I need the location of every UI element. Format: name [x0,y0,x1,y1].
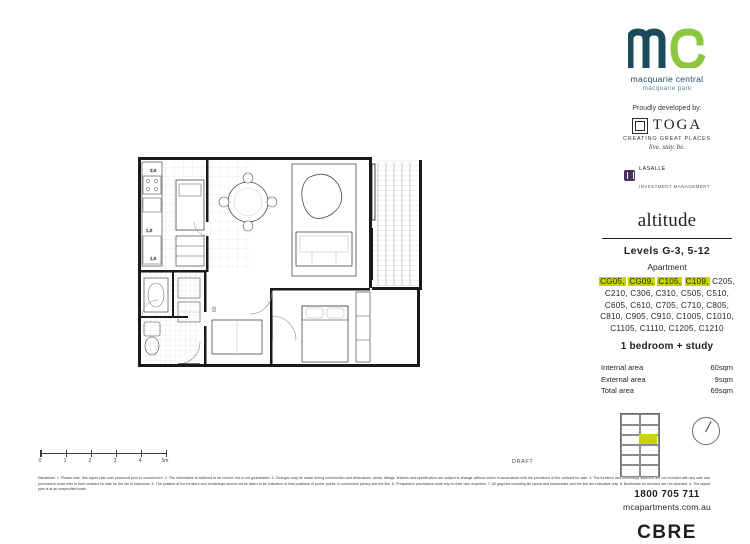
apartment-number: C105, [658,276,682,286]
apartment-number: C1105, [610,324,638,334]
apartment-number: C310, [655,288,679,298]
apartment-number: C205, [712,276,735,286]
toga-badge-icon [632,118,648,134]
dim-c: 1.8 [150,256,157,261]
apartment-number: C505, [680,288,704,298]
area-label: External area [601,374,646,384]
scale-tick-1: 1 [63,458,67,464]
area-value: 69sqm [710,386,733,396]
developed-by-label: Proudly developed by: [632,105,702,112]
lasalle-name: LASALLE [639,166,666,172]
area-row [601,385,733,397]
apartment-number: C210, [604,288,628,298]
apartment-number: C109, [685,276,709,286]
living-setting [292,164,356,276]
level-key-plan [602,411,732,479]
area-label: Internal area [601,363,644,373]
toga-script: live. stay. be. [648,143,686,151]
apartment-number: C605, [604,300,628,310]
apartment-number: C510, [706,288,730,298]
brand-name: macquarie central [630,74,704,84]
macquarie-central-logo-icon [592,28,742,68]
draft-watermark: DRAFT [512,459,534,465]
apartment-number: C905, [625,312,649,322]
lasalle-logo [592,157,742,194]
apartment-number: C805, [706,300,730,310]
lasalle-subtitle: INVESTMENT MANAGEMENT [639,184,710,190]
apartment-number: C1205, [668,324,697,334]
apartment-number: CG05, [600,276,625,286]
apartment-number: C610, [630,300,654,310]
scale-tick-5: 5m [161,458,169,464]
dim-b: 1.8 [146,228,153,233]
apartment-number: CG09, [629,276,654,286]
key-plan-grid [620,413,660,477]
apartment-number: C1210 [698,324,724,334]
area-value: 60sqm [710,363,733,373]
apartment-number: C910, [650,312,674,322]
toga-name: TOGA [652,117,703,133]
website-link[interactable]: mcapartments.com.au [623,502,711,513]
apartment-number: C710, [680,300,704,310]
scale-tick-4: 4 [138,458,142,464]
toga-logo [592,117,742,134]
scale-tick-3: 3 [113,458,117,464]
cbre-logo: CBRE [637,522,697,544]
info-panel [592,28,742,544]
study-label: 60 [212,306,218,312]
balcony-floor [372,160,422,288]
scale-tick-0: 0 [38,458,42,464]
apartment-label: Apartment [647,261,687,272]
area-schedule [601,362,733,397]
toga-tagline: CREATING GREAT PLACES [622,136,711,142]
apartment-number: C1005, [676,312,704,322]
dim-a: 3.6 [150,168,157,173]
disclaimer-text: Disclaimer: 1. Please note, this layout plan was produced prior to construction. 2. The information is believed to be correct, but is not guaranteed. 3. Changes may be made during construction and dimensions, areas, fittings, finishes and specification are subject to change without notice in accordance with the provisions of the contract for sale. 4. The furniture and furnishings depicted are not included with any sale and purchasers must refer to their contract for sale for the list of inclusions. 5. The position of the furniture and furnishings should not be taken to be indicative of final positions of power points. In connection joinery and the like. 6. Prospective purchasers must rely on their own enquiries. 7. All graphics including tile layout and balustrades and the like are indicative only. 8. Bulkheads for services are not depicted. 9. The layout plan is at an unspecified scale. [38,476,710,492]
floor-plan [120,140,460,390]
building-name: altitude [637,209,697,231]
scale-tick-2: 2 [88,458,92,464]
phone-number[interactable]: 1800 705 711 [634,489,700,501]
area-value: 9sqm [714,374,733,384]
apartment-number: C1010, [706,312,734,322]
north-arrow-icon [692,417,720,445]
area-row [601,362,733,374]
area-label: Total area [601,386,634,396]
apartment-number: C705, [655,300,679,310]
apartment-number: C1110, [639,324,667,334]
area-row [601,374,733,386]
divider-top [602,238,732,239]
lasalle-mark-icon [624,170,635,181]
apartment-number: C306, [630,288,654,298]
apartment-number: C810, [600,312,623,322]
scale-bar [40,450,190,466]
apartment-number-list [592,276,742,335]
levels-label: Levels G-3, 5-12 [623,244,711,257]
apartment-type: 1 bedroom + study [620,341,714,353]
brand-tagline: macquarie park [642,85,692,92]
